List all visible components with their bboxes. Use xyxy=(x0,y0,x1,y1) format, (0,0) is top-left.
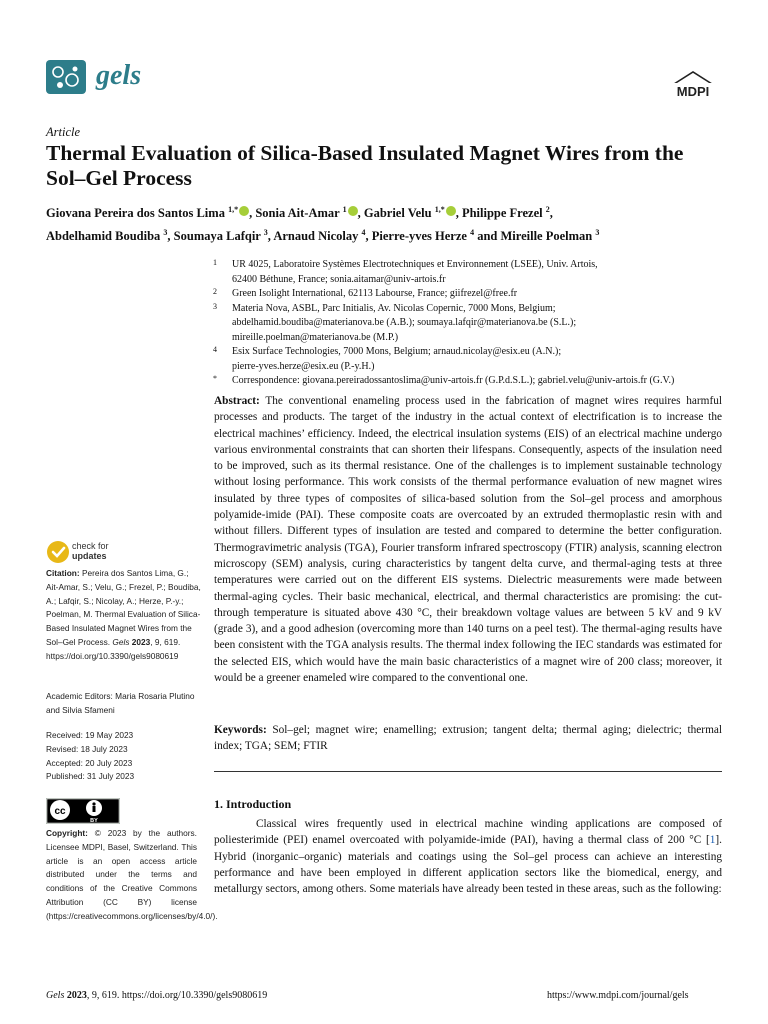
footer-year: 2023 xyxy=(66,990,87,1001)
author-separator: , xyxy=(357,206,364,221)
citation-doi[interactable]: , 9, 619. https://doi.org/10.3390/gels9080619 xyxy=(46,636,181,661)
affiliation-mark: 1 xyxy=(213,258,217,267)
author-separator: , xyxy=(549,206,553,221)
affiliations xyxy=(213,258,723,389)
copyright-text: © 2023 by the authors. Licensee MDPI, Basel, Switzerland. This article is an open access article distributed under the terms and conditions of the Creative Commons Attribution (CC BY) license (https://creativecommons.org/licenses/by/4.0/). xyxy=(46,828,218,921)
check-for-updates-icon[interactable] xyxy=(46,540,70,564)
reference-link[interactable]: 1 xyxy=(709,834,716,847)
affiliation-line: 62400 Béthune, France; sonia.aitamar@univ-artois.fr xyxy=(232,273,446,285)
author-name[interactable]: Gabriel Velu xyxy=(363,206,432,221)
svg-text:cc: cc xyxy=(54,806,66,817)
author-name[interactable]: Soumaya Lafqir xyxy=(173,229,261,244)
academic-editors: Academic Editors: Maria Rosaria Plutino and Silvia Sfameni xyxy=(46,691,195,715)
author-separator: , xyxy=(167,229,174,244)
intro-text-cont: ]. Hybrid (inorganic–organic) materials and coatings using the Sol–gel process can achieve an interesting performance and have been employed in different application sectors like the biomedical, energy, and metallurgy sectors, among others. Some materials have already been tested in these areas, such as the following: xyxy=(214,834,722,896)
citation-text: Pereira dos Santos Lima, G.; Ait-Amar, S.; Velu, G.; Frezel, P.; Boudiba, A.; Lafqir, S.; Nicolay, A.; Herze, P.-y.; Poelman, M. Thermal Evaluation of Silica-Based Insulated Magnet Wires from the Sol–Gel Process. xyxy=(46,568,201,647)
svg-text:BY: BY xyxy=(90,818,98,824)
citation-year: 2023 xyxy=(131,636,151,647)
citation-journal: Gels xyxy=(112,636,130,647)
footer-journal: Gels xyxy=(46,990,65,1001)
affiliation-line: Materia Nova, ASBL, Parc Initialis, Av. Nicolas Copernic, 7000 Mons, Belgium; xyxy=(232,302,556,314)
cc-by-license-icon[interactable] xyxy=(46,798,120,824)
keywords-label: Keywords: xyxy=(214,724,267,736)
author-affiliation-mark: 1,* xyxy=(228,205,239,214)
updates-label[interactable]: updates xyxy=(72,551,107,561)
introduction-paragraph xyxy=(214,816,722,897)
author-affiliation-mark: 3 xyxy=(163,228,168,238)
affiliation-line: pierre-yves.herze@esix.eu (P.-y.H.) xyxy=(232,360,375,372)
affiliation-mark: * xyxy=(213,374,217,383)
footer-citation xyxy=(46,990,267,1001)
author-name[interactable]: Giovana Pereira dos Santos Lima xyxy=(46,206,225,221)
author-separator: and xyxy=(474,229,501,244)
author-affiliation-mark: 3 xyxy=(263,228,268,238)
author-name[interactable]: Sonia Ait-Amar xyxy=(255,206,340,221)
journal-name: gels xyxy=(96,60,142,91)
author-name[interactable]: Abdelhamid Boudiba xyxy=(46,229,161,244)
orcid-icon[interactable] xyxy=(239,206,249,216)
footer-journal-url[interactable]: https://www.mdpi.com/journal/gels xyxy=(547,990,689,1001)
footer-doi[interactable]: , 9, 619. https://doi.org/10.3390/gels9080619 xyxy=(86,990,268,1001)
author-separator: , xyxy=(267,229,274,244)
author-affiliation-mark: 4 xyxy=(470,228,475,238)
affiliation-item xyxy=(213,374,723,389)
abstract-label: Abstract: xyxy=(214,395,260,407)
date-accepted: Accepted: 20 July 2023 xyxy=(46,757,133,768)
author-name[interactable]: Pierre-yves Herze xyxy=(371,229,467,244)
affiliation-mark: 4 xyxy=(213,345,217,354)
date-published: Published: 31 July 2023 xyxy=(46,771,135,782)
author-list xyxy=(46,200,726,246)
author-affiliation-mark: 4 xyxy=(361,228,366,238)
affiliation-line: abdelhamid.boudiba@materianova.be (A.B.); soumaya.lafqir@materianova.be (S.L.); xyxy=(232,317,577,328)
article-title: Thermal Evaluation of Silica-Based Insulated Magnet Wires from the Sol–Gel Process xyxy=(46,141,684,190)
publication-dates xyxy=(46,729,201,784)
publisher-logo xyxy=(668,70,718,100)
keywords xyxy=(214,722,722,755)
author-name[interactable]: Mireille Poelman xyxy=(500,229,593,244)
author-separator: , xyxy=(455,206,462,221)
check-for-updates-label[interactable]: check for xyxy=(72,541,109,551)
affiliation-item xyxy=(213,345,723,374)
copyright-notice xyxy=(46,827,218,924)
affiliation-mark: 3 xyxy=(213,301,217,311)
citation-label: Citation: xyxy=(46,568,80,578)
author-separator: , xyxy=(365,229,372,244)
abstract-text: The conventional enameling process used in the fabrication of magnet wires requires harmful processes and products. The target of the industry in the actual context of electrification is to increase the electrical machines’ efficiency. Indeed, the electrical insulation systems (EIS) of an electrical machine undergo various environmental constraints that can shorten their lifespans. Consequently, aspects of the insulation need to be improved, such as its thermal resistance. One of the challenges is to implement sustainable technology without losing performance. This work consists of the thermal performance evaluation of new magnet wires insulated by three types of composites of silica-based solution from the Sol–gel process and amorphous polyamide-imide (PAI). These composite coats are overcoated by an extruded thermoplastic resin with and without fillers. Different types of insulation are tested and compared to determine the better configuration. Thermogravimetric analysis (TGA), Fourier transform infrared spectroscopy (FTIR) analysis, scanning electron microscopy (SEM) analysis, curing characteristics by tangent delta curve, and thermal-aging tests at three temperatures were carried out on the different EIS systems. Dielectric measurements were made between thermal-aging cycles. Their basic mechanical, electrical, and thermal characteristics are promising: the cut-through temperature is situated above 430 °C, their breakdown voltage values are between 5 kV and 9 kV (grade 3), and a good adhesion (overcoming more than 140 turns on a peel test). The thermal-aging results have been consistent with the TGA analysis results. The thermal index following the IEC standards was estimated for the selected EIS, which would have the main basic characteristics of a magnet wire of 200 class; moreover, it would be a greener enameled wire compared to the conventional one. xyxy=(214,395,723,685)
citation-block xyxy=(46,567,201,664)
affiliation-item xyxy=(213,258,723,287)
date-revised: Revised: 18 July 2023 xyxy=(46,743,128,754)
affiliation-item xyxy=(213,287,723,302)
affiliation-line: Correspondence: giovana.pereiradossantoslima@univ-artois.fr (G.P.d.S.L.); gabriel.velu@univ-artois.fr (G.V.) xyxy=(232,375,675,386)
affiliation-line: Esix Surface Technologies, 7000 Mons, Belgium; arnaud.nicolay@esix.eu (A.N.); xyxy=(232,346,562,357)
date-received: Received: 19 May 2023 xyxy=(46,730,134,740)
affiliation-line: Green Isolight International, 62113 Labourse, France; giifrezel@free.fr xyxy=(232,288,518,299)
author-affiliation-mark: 2 xyxy=(545,205,550,214)
journal-logo-icon xyxy=(46,60,86,94)
affiliation-line: mireille.poelman@materianova.be (M.P.) xyxy=(232,331,399,343)
section-heading-introduction: 1. Introduction xyxy=(214,797,292,811)
author-separator: , xyxy=(249,206,256,221)
svg-text:MDPI: MDPI xyxy=(676,84,710,99)
orcid-icon[interactable] xyxy=(348,206,358,216)
author-name[interactable]: Philippe Frezel xyxy=(461,206,543,221)
copyright-label: Copyright: xyxy=(46,828,88,838)
orcid-icon[interactable] xyxy=(446,206,456,216)
mdpi-logo-icon xyxy=(668,70,718,100)
affiliation-item xyxy=(213,302,723,346)
affiliation-mark: 2 xyxy=(213,287,217,296)
author-affiliation-mark: 1 xyxy=(342,205,347,214)
abstract xyxy=(214,393,722,686)
section-divider xyxy=(214,771,722,772)
author-name[interactable]: Arnaud Nicolay xyxy=(273,229,359,244)
intro-text: Classical wires frequently used in electrical machine winding applications are composed of poliesterimide (PEI) enamel overcoated with polyamide-imide (PAI), having a thermal class of 200 °C [ xyxy=(214,818,722,847)
keywords-text: Sol–gel; magnet wire; enamelling; extrusion; tangent delta; thermal aging; dielectric; thermal index; TGA; SEM; FTIR xyxy=(214,724,723,753)
article-type: Article xyxy=(46,125,81,139)
affiliation-line: UR 4025, Laboratoire Systèmes Electrotechniques et Environnement (LSEE), Univ. Artois, xyxy=(232,259,598,270)
author-affiliation-mark: 1,* xyxy=(434,205,445,214)
author-affiliation-mark: 3 xyxy=(595,228,600,238)
